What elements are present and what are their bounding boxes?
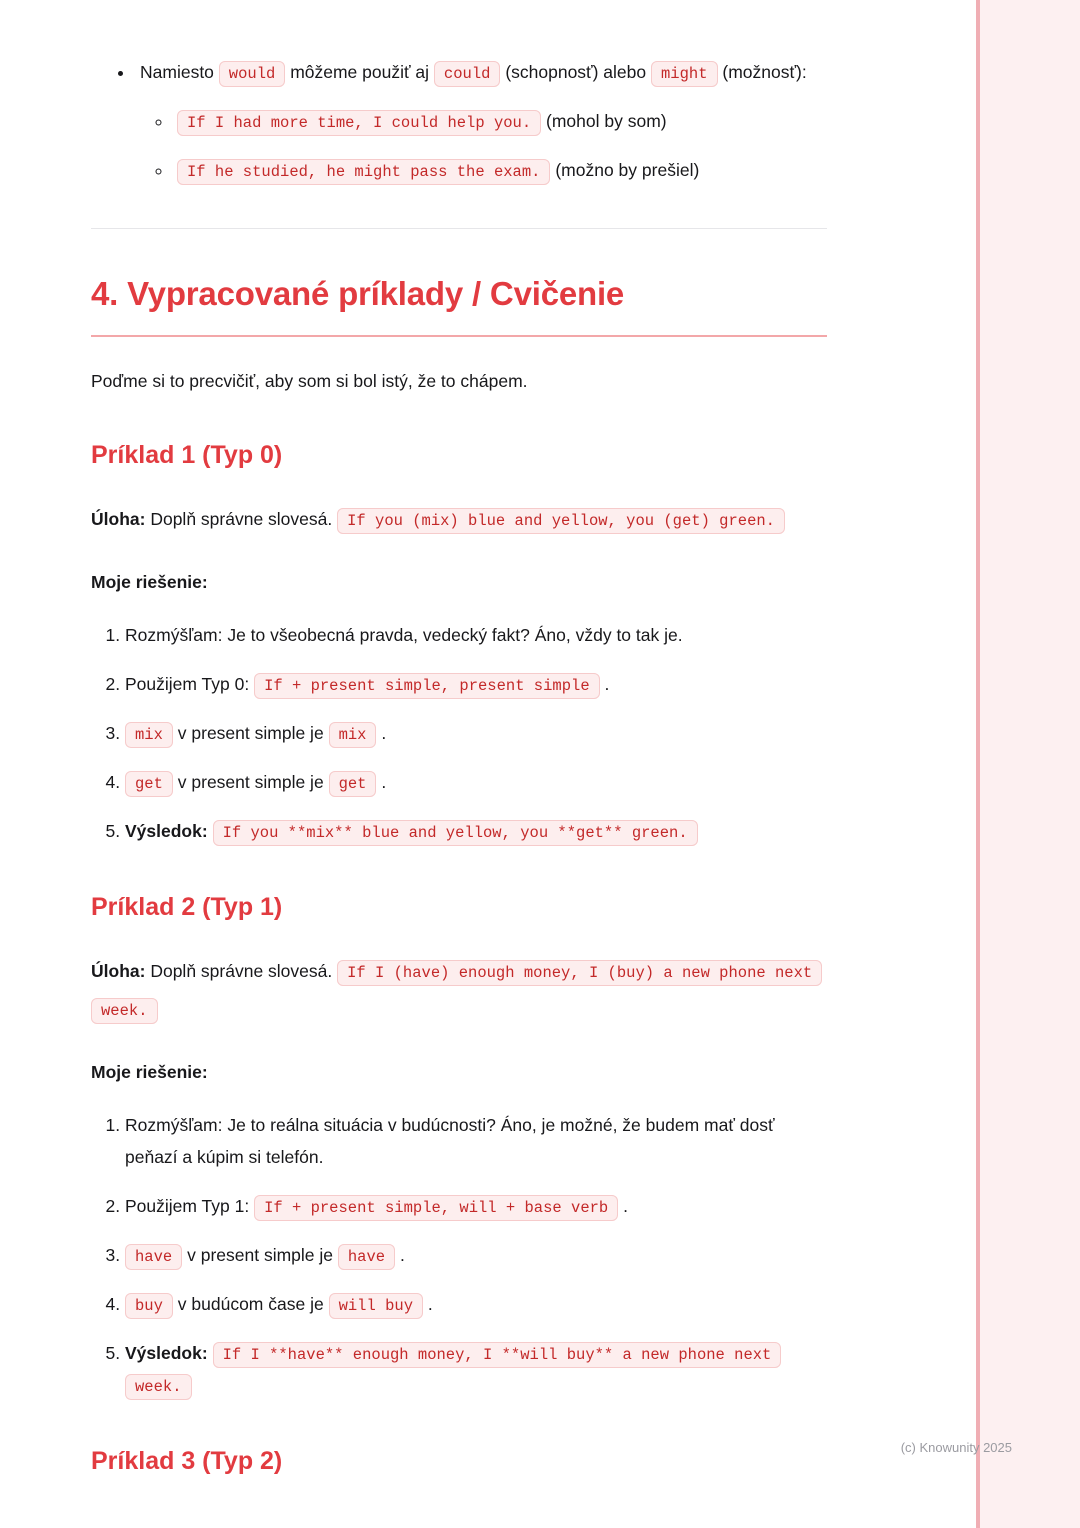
text-run: . [427, 1294, 433, 1314]
text-run: . [381, 723, 387, 743]
list-item [135, 55, 827, 188]
inline-code: mix [125, 722, 173, 748]
text-run: v present simple je [177, 772, 324, 792]
text-run: . [399, 1245, 405, 1265]
task-label: Úloha: [91, 509, 146, 529]
text-run: Rozmýšľam: Je to reálna situácia v budúcnosti? Áno, je možné, že budem mať dosť peňazí a kúpim si telefón. [125, 1115, 775, 1167]
text-run: Použijem Typ 0: [125, 674, 250, 694]
bullet-list [91, 55, 827, 188]
text-run: Doplň správne slovesá. [150, 509, 333, 529]
example1-steps [91, 619, 793, 847]
text-run: v present simple je [177, 723, 324, 743]
text-run: (možnosť): [722, 62, 807, 82]
step-item [125, 1239, 793, 1271]
text-run: v present simple je [187, 1245, 333, 1265]
inline-code: If you (mix) blue and yellow, you (get) green. [337, 508, 785, 534]
example2-task [91, 952, 827, 1028]
example3-heading: Príklad 3 (Typ 2) [91, 1447, 283, 1475]
step-item [125, 1337, 793, 1401]
copyright: (c) Knowunity 2025 [900, 1440, 1012, 1455]
inline-code: If + present simple, present simple [254, 673, 600, 699]
inline-code: could [434, 61, 501, 87]
step-item [125, 1109, 793, 1173]
step-item [125, 619, 793, 651]
page-edge-strip [976, 0, 1080, 1528]
inline-code: If I **have** enough money, I **will buy** a new phone next week. [125, 1342, 781, 1400]
divider [91, 228, 827, 229]
inline-code: buy [125, 1293, 173, 1319]
section-intro: Poďme si to precvičiť, aby som si bol istý, že to chápem. [91, 371, 528, 391]
example2-heading: Príklad 2 (Typ 1) [91, 893, 283, 921]
inline-code: will buy [329, 1293, 423, 1319]
list-item [173, 103, 827, 139]
text-run: Rozmýšľam: Je to všeobecná pravda, vedecký fakt? Áno, vždy to tak je. [125, 625, 683, 645]
inline-code: might [651, 61, 718, 87]
step-item [125, 668, 793, 700]
text-run: môžeme použiť aj [290, 62, 430, 82]
step-item [125, 1288, 793, 1320]
list-item [173, 152, 827, 188]
section-title: 4. Vypracované príklady / Cvičenie [91, 275, 827, 337]
example2-steps [91, 1109, 793, 1401]
text-run: Doplň správne slovesá. [150, 961, 333, 981]
example1-solution-label: Moje riešenie: [91, 572, 208, 592]
step-item [125, 717, 793, 749]
inline-code: mix [329, 722, 377, 748]
result-label: Výsledok: [125, 821, 208, 841]
inline-code: have [338, 1244, 395, 1270]
text-run: Použijem Typ 1: [125, 1196, 250, 1216]
inline-code: If I (have) enough money, I (buy) a new phone next week. [91, 960, 822, 1024]
task-label: Úloha: [91, 961, 146, 981]
example2-solution-label: Moje riešenie: [91, 1062, 208, 1082]
inline-code: have [125, 1244, 182, 1270]
inline-code: If + present simple, will + base verb [254, 1195, 618, 1221]
inline-code: get [329, 771, 377, 797]
result-label: Výsledok: [125, 1343, 208, 1363]
example1-heading: Príklad 1 (Typ 0) [91, 441, 283, 469]
inline-code: If you **mix** blue and yellow, you **get** green. [213, 820, 698, 846]
inline-code: If he studied, he might pass the exam. [177, 159, 550, 185]
text-run: . [623, 1196, 628, 1216]
text-run: (mohol by som) [546, 111, 667, 131]
step-item [125, 1190, 793, 1222]
text-run: . [381, 772, 387, 792]
example-sub-list [140, 103, 827, 188]
inline-code: get [125, 771, 173, 797]
inline-code: If I had more time, I could help you. [177, 110, 541, 136]
text-run: (možno by prešiel) [555, 160, 700, 180]
step-item [125, 766, 793, 798]
text-run: (schopnosť) alebo [505, 62, 647, 82]
example1-task [91, 500, 827, 538]
text-run: . [604, 674, 610, 694]
text-run: v budúcom čase je [177, 1294, 324, 1314]
inline-code: would [219, 61, 286, 87]
text-run: Namiesto [140, 62, 214, 82]
step-item [125, 815, 793, 847]
